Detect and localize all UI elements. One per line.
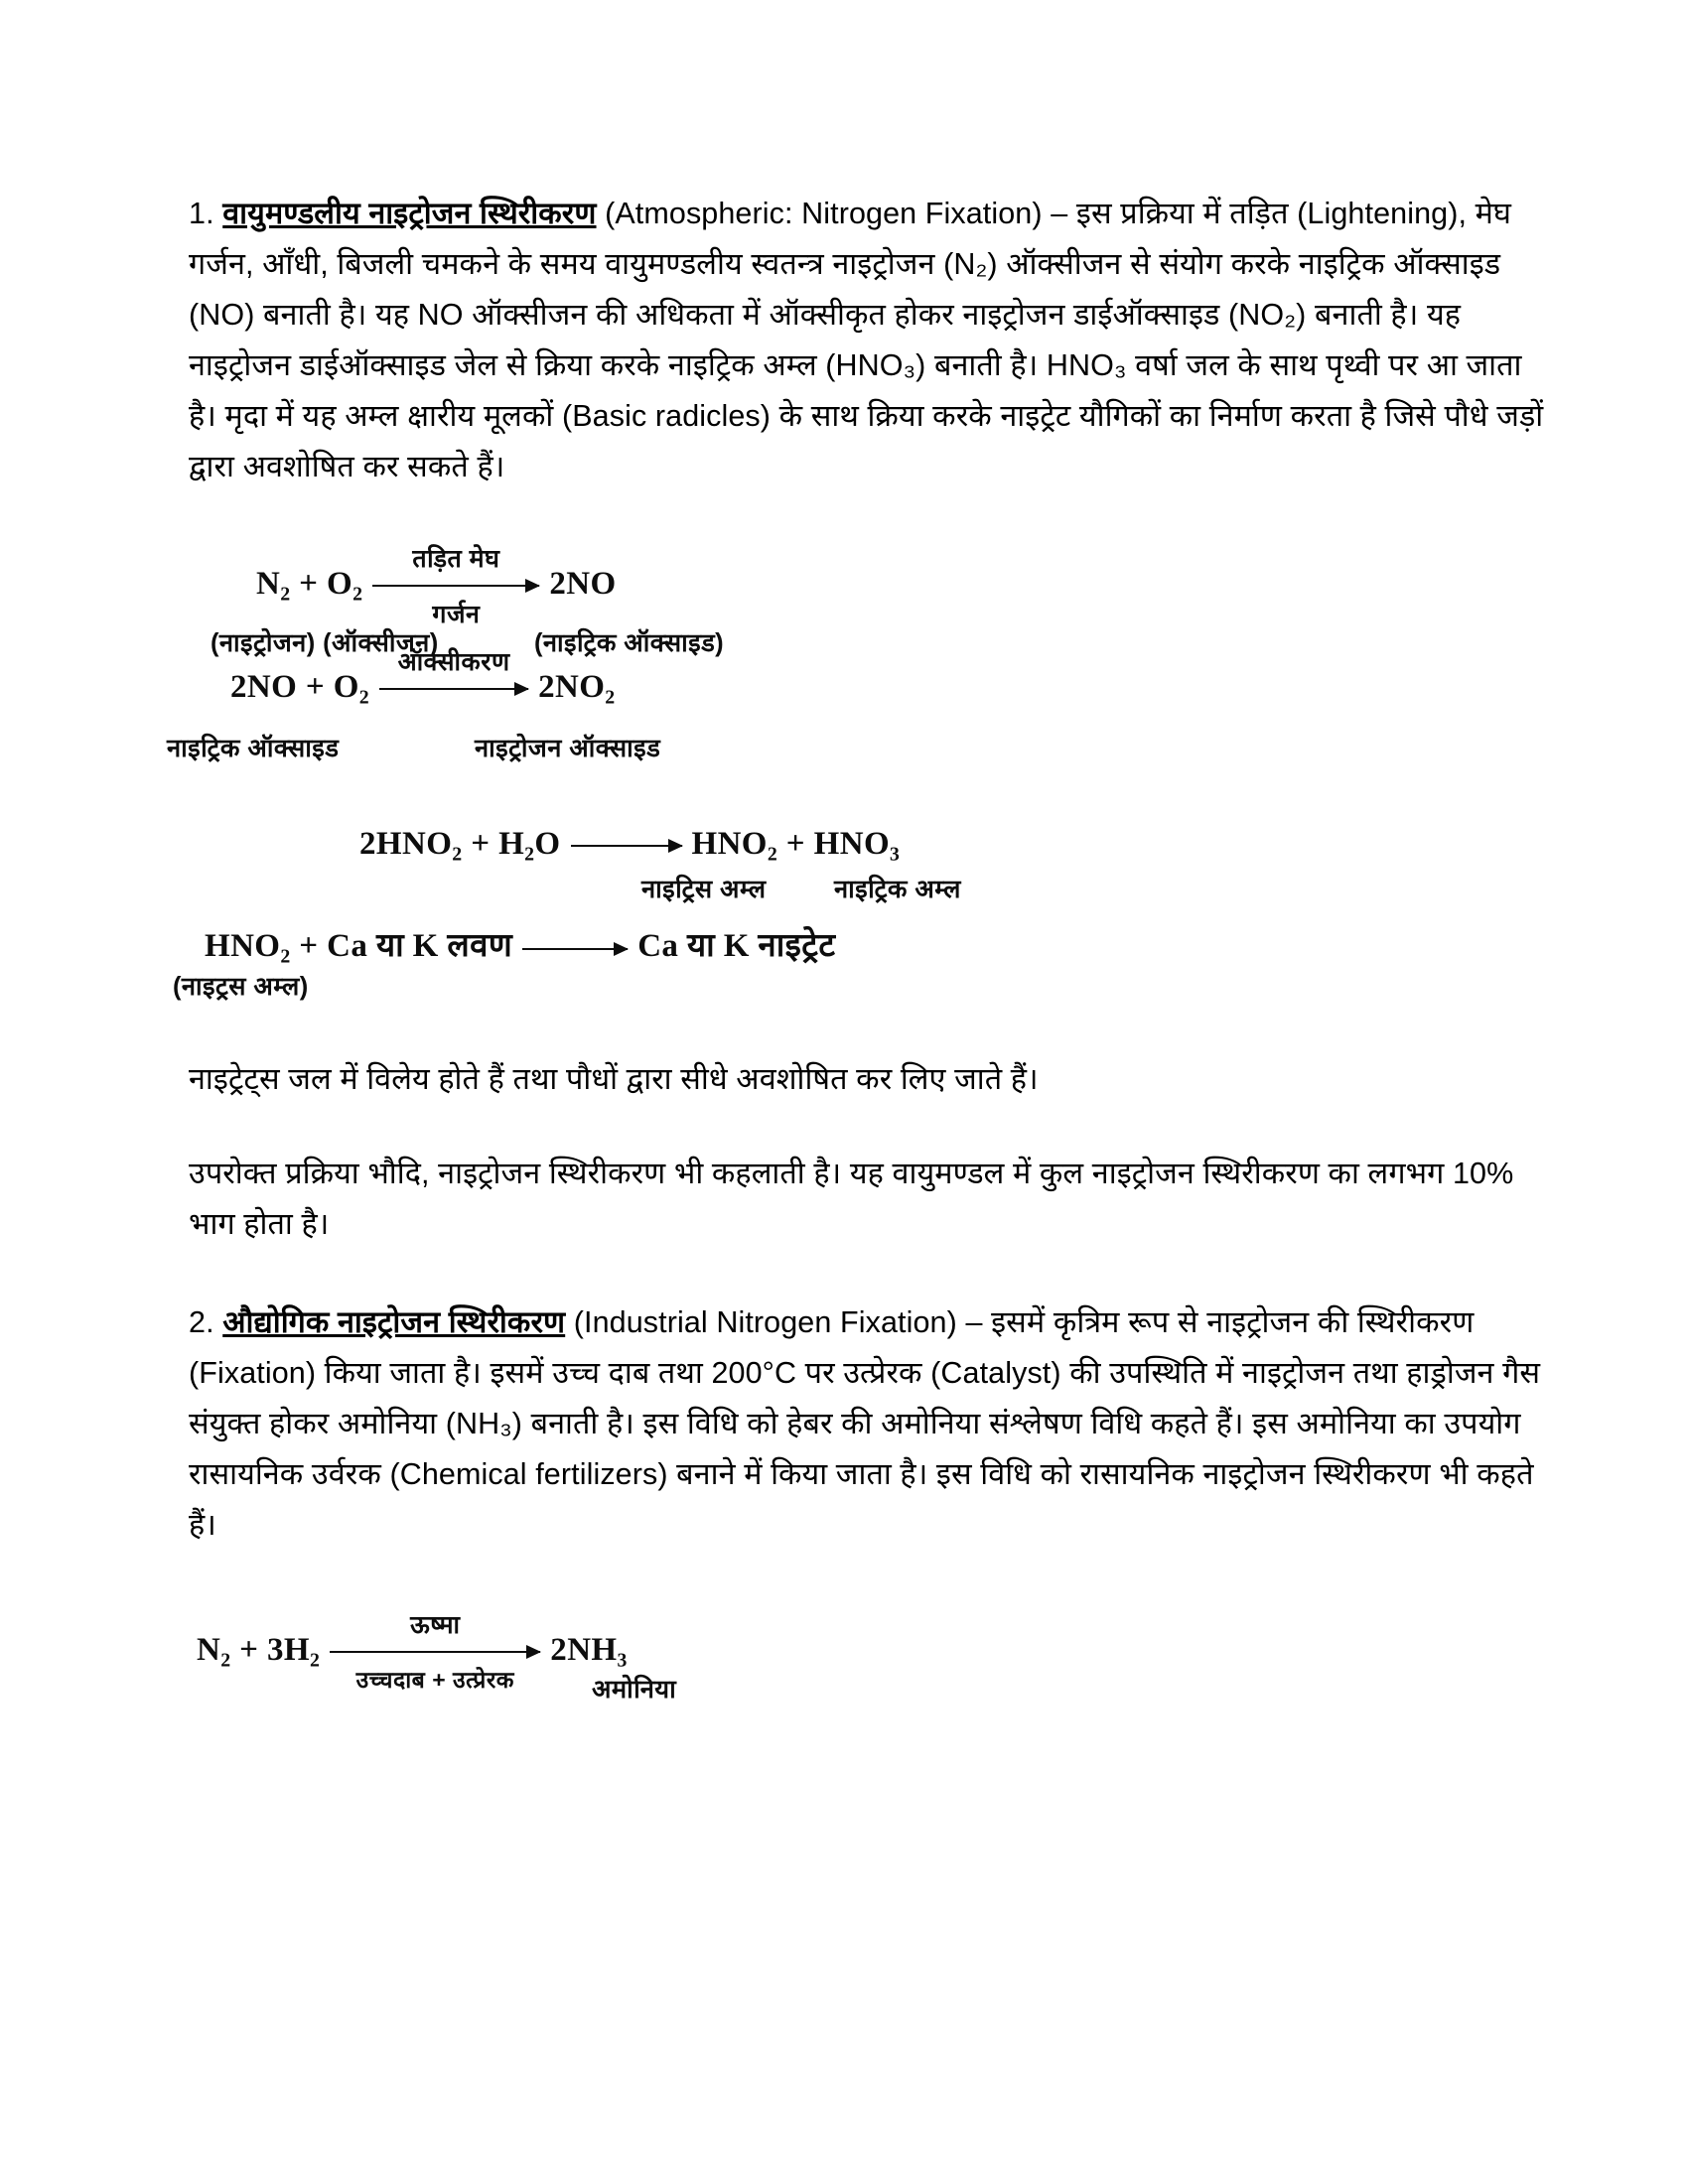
- section-2-dash: –: [965, 1305, 983, 1339]
- nitrates-note-paragraph: नाइट्रेट्स जल में विलेय होते हैं तथा पौधों द्वारा सीधे अवशोषित कर लिए जाते हैं।: [189, 1062, 1039, 1096]
- equation-1-arrow-above: तड़ित मेघ: [412, 545, 500, 573]
- section-1-body-line-3: ऑक्सीकृत होकर नाइट्रोजन डाईऑक्साइड (NO₂) बनाती है। यह नाइट्रोजन डाईऑक्साइड जेल से क्रिया: [189, 298, 1462, 382]
- section-2-number: 2.: [189, 1305, 214, 1339]
- equation-1-labels-right: (नाइट्रिक ऑक्साइड): [534, 629, 725, 657]
- equation-3-label-nitric: नाइट्रिक अम्ल: [834, 876, 961, 903]
- equation-group-2: [173, 816, 1549, 1001]
- equation-2-arrow: [379, 648, 528, 698]
- process-note-line-2: स्थिरीकरण का लगभग 10% भाग होता है।: [189, 1157, 1514, 1241]
- section-1-number: 1.: [189, 197, 214, 230]
- arrow-right-icon: [330, 1643, 540, 1661]
- equation-2-left: 2NO + O₂: [230, 669, 370, 705]
- arrow-right-icon: [372, 577, 539, 595]
- section-2-body-line-2: (Catalyst) की उपस्थिति में नाइट्रोजन तथा हाड्रोजन गैस संयुक्त होकर अमोनिया (NH₃) बनाती है। इस: [189, 1356, 1541, 1440]
- section-1-body-line-5: अम्ल क्षारीय मूलकों (Basic radicles) के साथ क्रिया करके नाइट्रेट यौगिकों का निर्माण करता है जिसे: [345, 399, 1436, 433]
- equation-2-labels-left: नाइट्रिक ऑक्साइड: [167, 735, 340, 762]
- arrow-right-icon: [522, 940, 628, 958]
- equation-2-right: 2NO₂: [538, 669, 616, 705]
- section-1-heading-en: (Atmospheric: Nitrogen Fixation): [605, 197, 1043, 230]
- equation-3-right: HNO₂ + HNO₃: [691, 826, 901, 862]
- arrow-right-icon: [571, 837, 682, 855]
- section-1-body-line-1: (Lightening), मेघ गर्जन, आँधी, बिजली चमकने के समय वायुमण्डलीय स्वतन्त्र नाइट्रोजन (N₂): [189, 197, 1512, 281]
- equation-3-arrow: [571, 837, 682, 855]
- equation-1-right: 2NO: [549, 566, 617, 602]
- section-1-body-line-2: ऑक्सीजन से संयोग करके नाइट्रिक ऑक्साइड (NO) बनाती है। यह NO ऑक्सीजन की अधिकता में: [189, 247, 1501, 332]
- section-2-heading-en: (Industrial Nitrogen Fixation): [573, 1305, 957, 1339]
- equation-5-left: N₂ + 3H₂: [197, 1632, 321, 1668]
- equation-4: [173, 907, 1549, 1001]
- equation-1-left: N₂ + O₂: [256, 566, 363, 602]
- equation-2-arrow-above: ऑक्सीकरण: [397, 648, 510, 676]
- equation-group-3: [189, 1606, 1549, 1725]
- process-note-line-1: उपरोक्त प्रक्रिया भौदि, नाइट्रोजन स्थिरीकरण भी कहलाती है। यह वायुमण्डल में कुल नाइट्रोजन: [189, 1157, 1195, 1190]
- section-1-body-line-6: पौधे जड़ों द्वारा अवशोषित कर सकते हैं।: [189, 399, 1544, 483]
- equation-4-right: Ca या K नाइट्रेट: [637, 928, 836, 964]
- equation-5-arrow-above: ऊष्मा: [410, 1611, 461, 1639]
- section-2-body-line-0: इसमें कृत्रिम रूप से: [991, 1305, 1198, 1339]
- equation-group-1: [167, 544, 1549, 762]
- section-1-dash: –: [1051, 197, 1068, 230]
- section-2-paragraph: [189, 1297, 1549, 1551]
- equation-4-arrow: [522, 940, 628, 958]
- section-2-body-line-4: (Chemical fertilizers) बनाने में किया जाता है। इस विधि को रासायनिक नाइट्रोजन स्थिरीकरण भी: [389, 1457, 1469, 1491]
- arrow-right-icon: [379, 680, 528, 698]
- equation-3-label-nitrous: नाइट्रिस अम्ल: [641, 876, 767, 903]
- equation-1-arrow: [372, 545, 539, 628]
- equation-1-labels-left: (नाइट्रोजन) (ऑक्सीजन): [211, 629, 439, 657]
- equation-3: [189, 816, 1549, 907]
- equation-5-arrow-below: उच्चदाब + उत्प्रेरक: [355, 1667, 514, 1693]
- equation-3-left: 2HNO₂ + H₂O: [359, 826, 561, 862]
- equation-1-arrow-below: गर्जन: [432, 601, 481, 628]
- section-2-body-line-3: विधि को हेबर की अमोनिया संश्लेषण विधि कहते हैं। इस अमोनिया का उपयोग रासायनिक उर्वरक: [189, 1407, 1521, 1491]
- equation-4-label-left: (नाइट्रस अम्ल): [173, 973, 309, 1001]
- section-1-body-line-0: इस प्रक्रिया में तड़ित: [1075, 197, 1289, 230]
- section-1-body-line-4: करके नाइट्रिक अम्ल (HNO₃) बनाती है। HNO₃ वर्षा जल के साथ पृथ्वी पर आ जाता है। मृदा में यह: [189, 348, 1522, 433]
- equation-2: [167, 647, 1549, 762]
- page-content: [167, 189, 1549, 1725]
- section-1-paragraph: [189, 189, 1549, 492]
- section-2-heading-hi: औद्योगिक नाइट्रोजन स्थिरीकरण: [222, 1305, 566, 1339]
- section-2-body-line-1: नाइट्रोजन की स्थिरीकरण (Fixation) किया जाता है। इसमें उच्च दाब तथा 200°C पर उत्प्रेरक: [189, 1305, 1475, 1390]
- equation-5: [189, 1606, 1549, 1715]
- equation-5-arrow: [330, 1611, 540, 1693]
- section-2-body-line-5: कहते हैं।: [189, 1457, 1534, 1542]
- process-note-paragraph: [189, 1149, 1549, 1250]
- equation-1: [189, 544, 1549, 657]
- equation-2-labels-right: नाइट्रोजन ऑक्साइड: [475, 735, 661, 762]
- equation-5-label-right: अमोनिया: [592, 1676, 677, 1704]
- section-1-heading-hi: वायुमण्डलीय नाइट्रोजन स्थिरीकरण: [222, 197, 597, 230]
- equation-5-right: 2NH₃: [550, 1632, 628, 1668]
- equation-4-left: HNO₂ + Ca या K लवण: [205, 928, 513, 964]
